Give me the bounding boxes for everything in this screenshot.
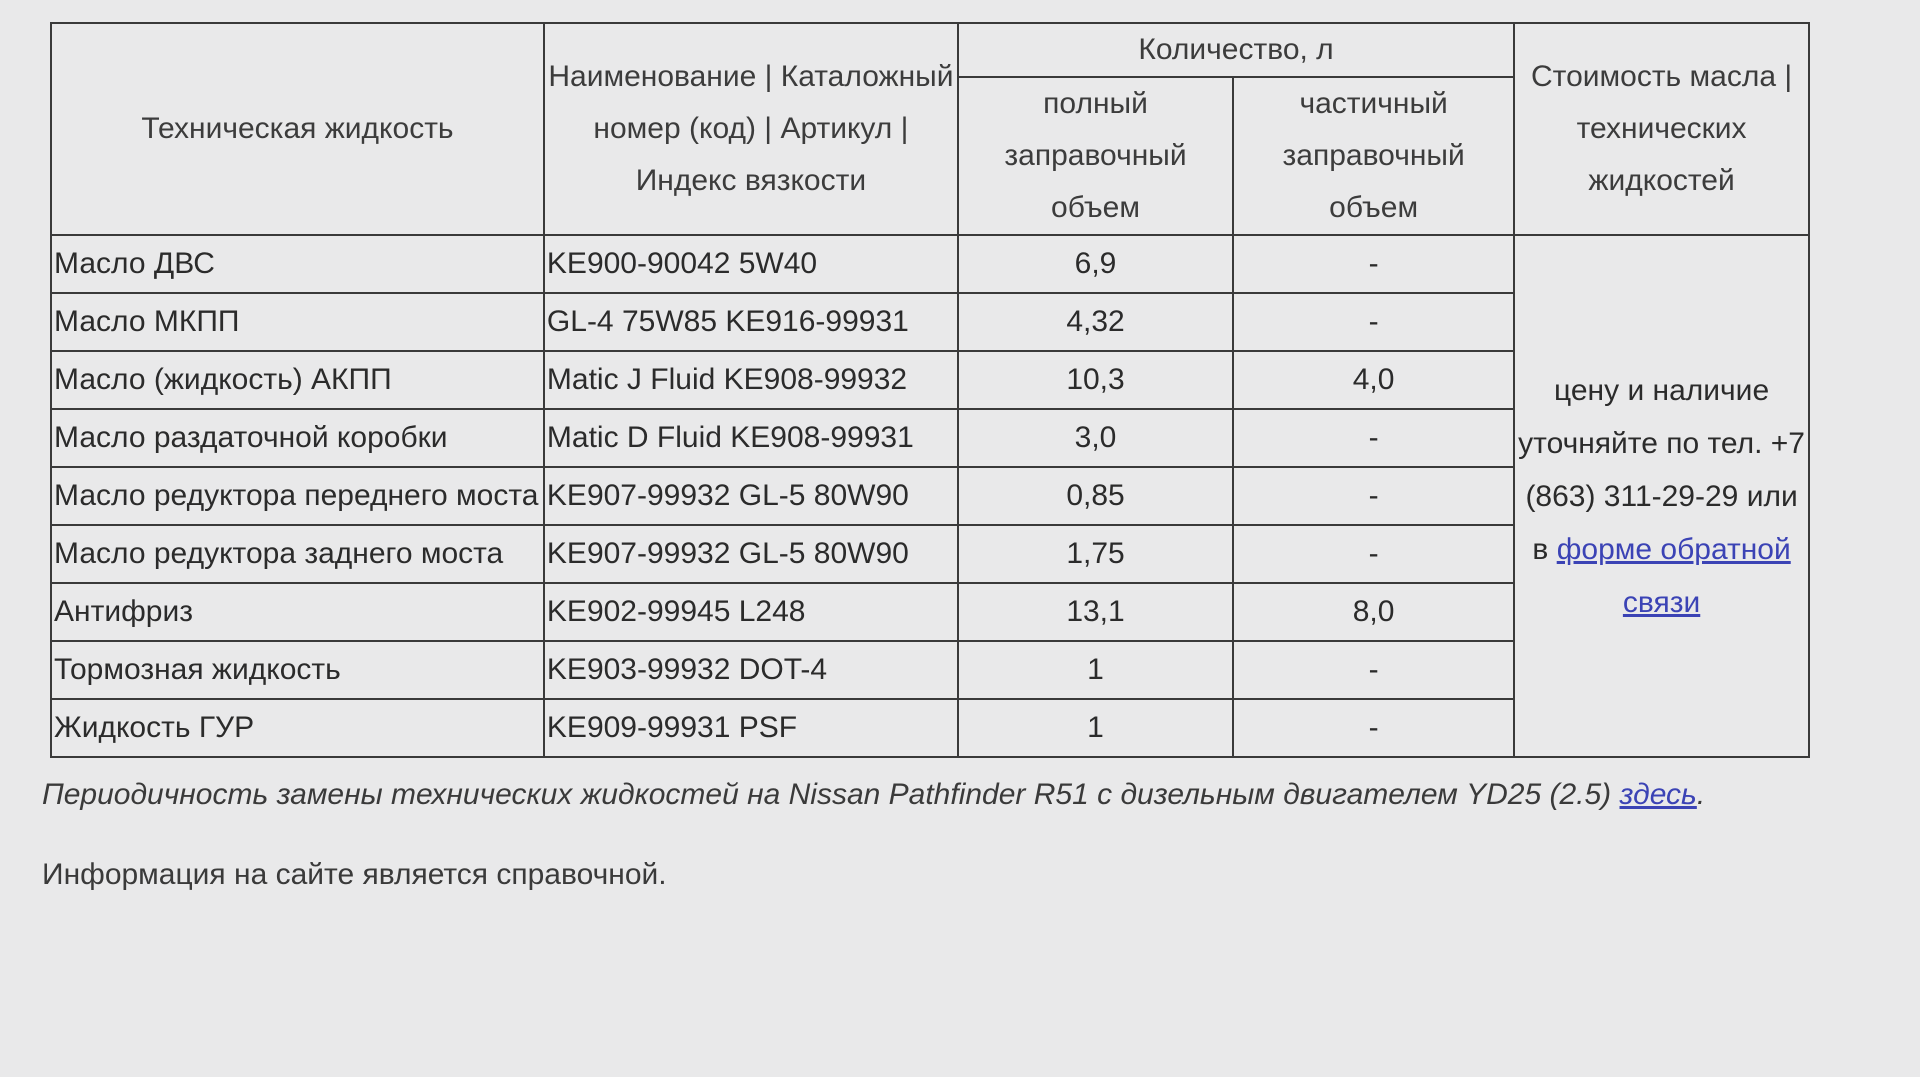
fluid-name: Масло (жидкость) АКПП (51, 351, 544, 409)
fluid-name: Масло МКПП (51, 293, 544, 351)
full-volume: 10,3 (958, 351, 1233, 409)
fluid-code: GL-4 75W85 KE916-99931 (544, 293, 958, 351)
partial-volume: - (1233, 235, 1514, 293)
table-row (51, 235, 1809, 293)
header-price: Стоимость масла | технических жидкостей (1514, 23, 1809, 235)
header-full-volume: полный заправочный объем (958, 77, 1233, 235)
header-name: Наименование | Каталожный номер (код) | Артикул | Индекс вязкости (544, 23, 958, 235)
full-volume: 6,9 (958, 235, 1233, 293)
full-volume: 13,1 (958, 583, 1233, 641)
reference-info-text: Информация на сайте является справочной. (42, 858, 667, 891)
partial-volume: - (1233, 699, 1514, 757)
fluid-code: KE903-99932 DOT-4 (544, 641, 958, 699)
full-volume: 1 (958, 641, 1233, 699)
full-volume: 1 (958, 699, 1233, 757)
note-text: Периодичность замены технических жидкостей на Nissan Pathfinder R51 с дизельным двигателем YD25 (2.5) (42, 778, 1612, 811)
replacement-interval-note (42, 778, 1705, 812)
fluid-code: Matic J Fluid KE908-99932 (544, 351, 958, 409)
partial-volume: - (1233, 409, 1514, 467)
fluid-code: Matic D Fluid KE908-99931 (544, 409, 958, 467)
partial-volume: - (1233, 525, 1514, 583)
fluid-name: Масло ДВС (51, 235, 544, 293)
fluid-name: Жидкость ГУР (51, 699, 544, 757)
fluid-code: KE900-90042 5W40 (544, 235, 958, 293)
partial-volume: 8,0 (1233, 583, 1514, 641)
fluid-code: KE909-99931 PSF (544, 699, 958, 757)
partial-volume: 4,0 (1233, 351, 1514, 409)
here-link[interactable]: здесь (1619, 778, 1697, 811)
fluid-code: KE902-99945 L248 (544, 583, 958, 641)
partial-volume: - (1233, 293, 1514, 351)
fluids-table (50, 22, 1810, 758)
partial-volume: - (1233, 641, 1514, 699)
full-volume: 3,0 (958, 409, 1233, 467)
price-cell (1514, 235, 1809, 757)
fluid-code: KE907-99932 GL-5 80W90 (544, 525, 958, 583)
note-end: . (1696, 778, 1706, 811)
full-volume: 0,85 (958, 467, 1233, 525)
full-volume: 1,75 (958, 525, 1233, 583)
fluid-name: Тормозная жидкость (51, 641, 544, 699)
fluid-name: Масло редуктора переднего моста (51, 467, 544, 525)
feedback-form-link[interactable]: форме обратной связи (1556, 532, 1791, 619)
header-fluid: Техническая жидкость (51, 23, 544, 235)
header-partial-volume: частичный заправочный объем (1233, 77, 1514, 235)
header-quantity: Количество, л (958, 23, 1514, 77)
partial-volume: - (1233, 467, 1514, 525)
fluid-name: Масло раздаточной коробки (51, 409, 544, 467)
fluid-name: Масло редуктора заднего моста (51, 525, 544, 583)
fluid-code: KE907-99932 GL-5 80W90 (544, 467, 958, 525)
price-text: цену и наличие уточняйте по тел. +7 (863) 311-29-29 или в (1518, 373, 1805, 566)
fluid-name: Антифриз (51, 583, 544, 641)
full-volume: 4,32 (958, 293, 1233, 351)
table-header-row (51, 23, 1809, 77)
